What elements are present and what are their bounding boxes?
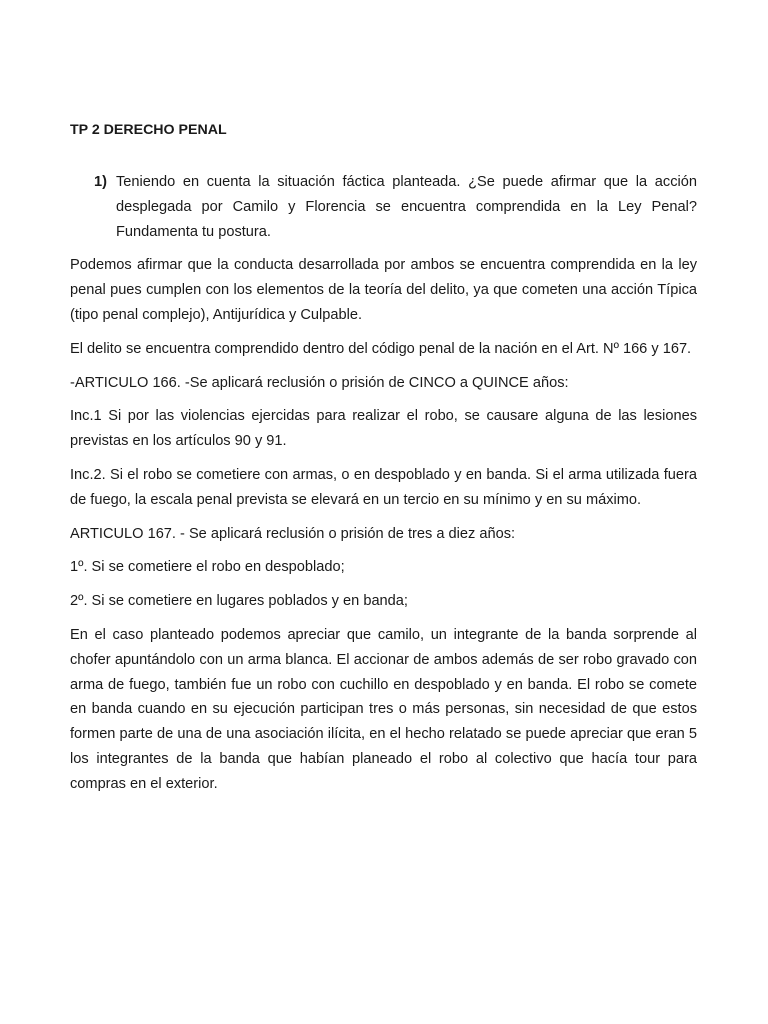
article-166-heading: -ARTICULO 166. -Se aplicará reclusión o prisión de CINCO a QUINCE años:: [70, 374, 569, 391]
article-166-inc-2: Inc.2. Si el robo se cometiere con armas, o en despoblado y en banda. Si el arma utilizada fuera de fuego, la escala penal prevista se elevará en un tercio en su mínimo y en su máximo.: [70, 466, 697, 508]
question-item: [94, 170, 697, 244]
document-body: [70, 120, 697, 806]
question-text: Teniendo en cuenta la situación fáctica planteada. ¿Se puede afirmar que la acción desplegada por Camilo y Florencia se encuentra comprendida en la Ley Penal? Fundamenta tu postura.: [116, 174, 697, 240]
document-title: TP 2 DERECHO PENAL: [70, 122, 227, 138]
article-167-heading: ARTICULO 167. - Se aplicará reclusión o prisión de tres a diez años:: [70, 525, 516, 542]
article-167-item-2: 2º. Si se cometiere en lugares poblados y en banda;: [70, 593, 408, 610]
answer-paragraph: Podemos afirmar que la conducta desarrollada por ambos se encuentra comprendida en la ley penal pues cumplen con los elementos de la teoría del delito, ya que cometen una acción Típica (tipo penal complejo), Antijurídica y Culpable.: [70, 257, 697, 323]
case-analysis-paragraph: En el caso planteado podemos apreciar que camilo, un integrante de la banda sorprende al chofer apuntándolo con un arma blanca. El accionar de ambos además de ser robo gravado con arma de fuego, también fue un robo con cuchillo en despoblado y en banda. El robo se comete en banda cuando en su ejecución participan tres o más personas, sin necesidad de que estos formen parte de una de una asociación ilícita, en el hecho relatado se puede apreciar que eran 5 los integrantes de la banda que habían planeado el robo al colectivo que hacía tour para compras en el exterior.: [70, 626, 697, 792]
article-167-item-1: 1º. Si se cometiere el robo en despoblado;: [70, 559, 345, 576]
article-166-inc-1: Inc.1 Si por las violencias ejercidas para realizar el robo, se causare alguna de las lesiones previstas en los artículos 90 y 91.: [70, 408, 697, 450]
question-number: 1): [94, 174, 107, 190]
code-reference-paragraph: El delito se encuentra comprendido dentro del código penal de la nación en el Art. Nº 166 y 167.: [70, 340, 692, 357]
